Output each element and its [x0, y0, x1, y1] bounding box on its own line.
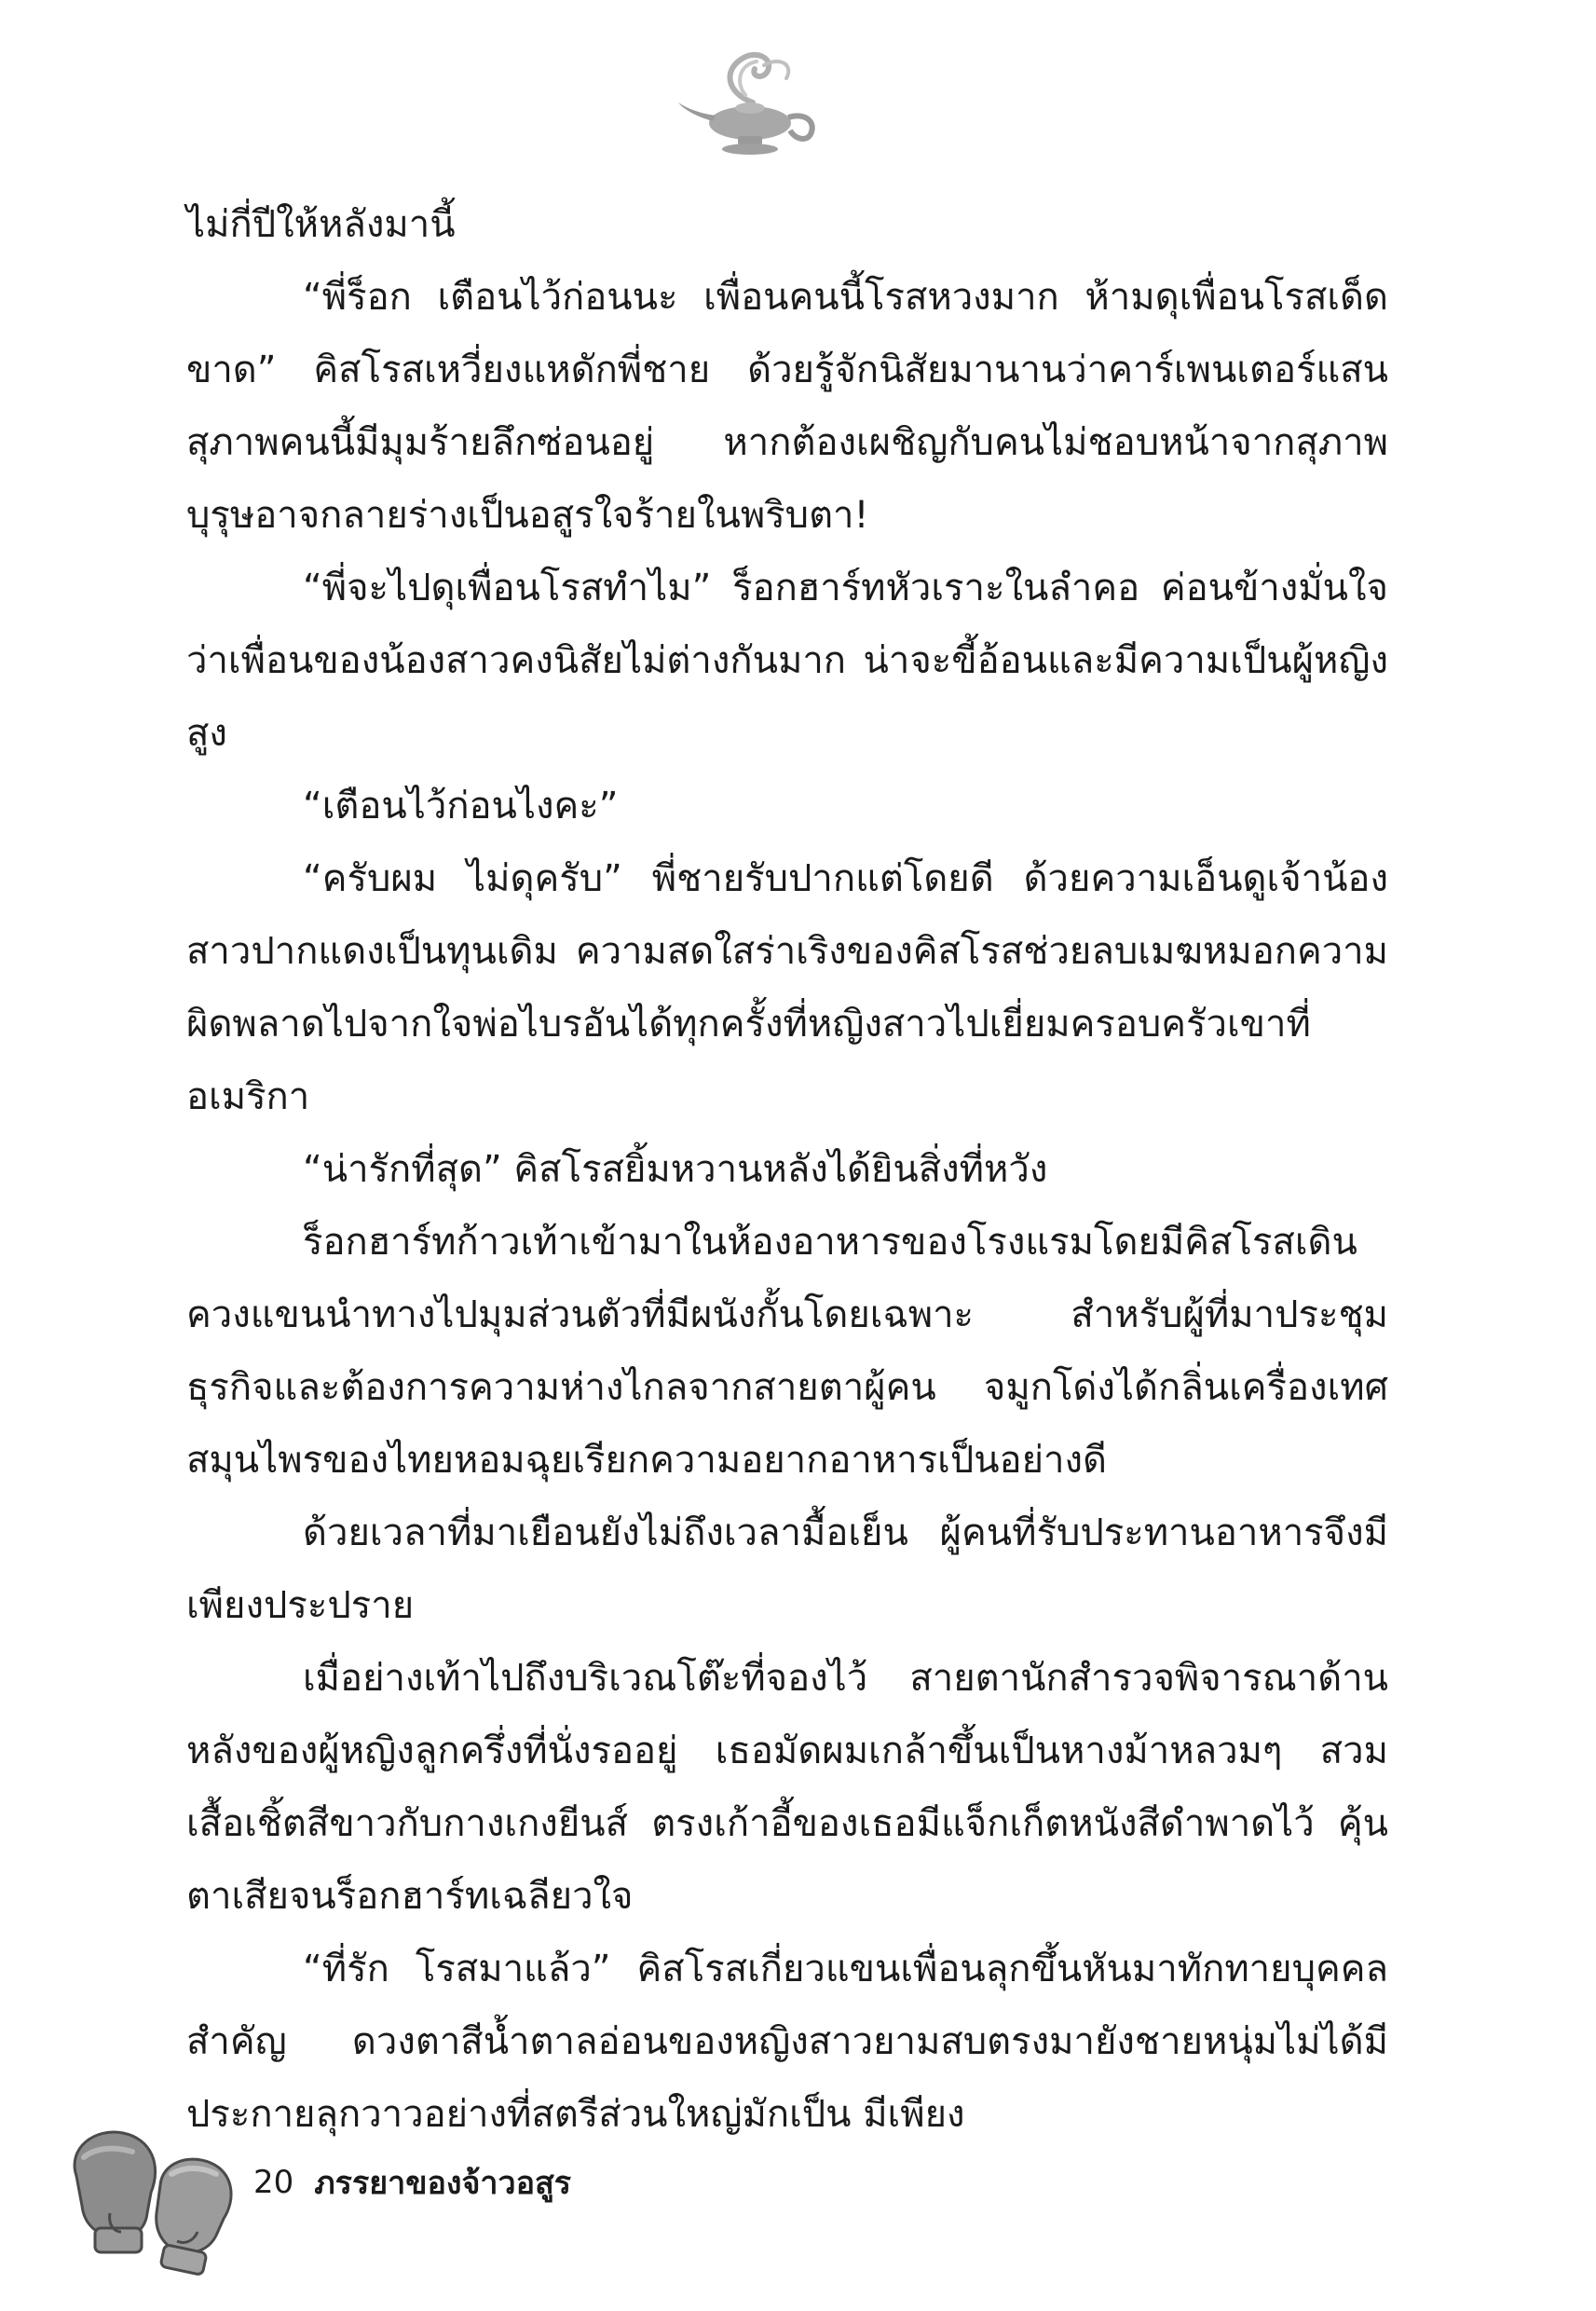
paragraph: “พี่ร็อก เตือนไว้ก่อนนะ เพื่อนคนนี้โรสหวงมาก ห้ามดุเพื่อนโรสเด็ดขาด” คิสโรสเหวี่ยงแหดักพี่ชาย ด้วยรู้จักนิสัยมานานว่าคาร์เพนเตอร์แสนสุภาพคนนี้มีมุมร้ายลึกซ่อนอยู่ หากต้องเผชิญกับคนไม่ชอบหน้าจากสุภาพบุรุษอาจกลายร่างเป็นอสูรใจร้ายในพริบตา!	[186, 276, 1388, 537]
paragraph: “ที่รัก โรสมาแล้ว” คิสโรสเกี่ยวแขนเพื่อนลุกขึ้นหันมาทักทายบุคคลสำคัญ ดวงตาสีน้ำตาลอ่อนของหญิงสาวยามสบตรงมายังชายหนุ่มไม่ได้มีประกายลุกวาวอย่างที่สตรีส่วนใหญ่มักเป็น มีเพียง	[186, 1948, 1388, 2136]
book-title: ภรรยาของจ้าวอสูร	[314, 2165, 572, 2202]
paragraph: “พี่จะไปดุเพื่อนโรสทำไม” ร็อกฮาร์ทหัวเราะในลำคอ ค่อนข้างมั่นใจว่าเพื่อนของน้องสาวคงนิสัยไม่ต่างกันมาก น่าจะขี้อ้อนและมีความเป็นผู้หญิงสูง	[186, 567, 1388, 755]
genie-lamp-icon	[671, 37, 829, 168]
paragraph: เมื่อย่างเท้าไปถึงบริเวณโต๊ะที่จองไว้ สายตานักสำรวจพิจารณาด้านหลังของผู้หญิงลูกครึ่งที่นั่งรออยู่ เธอมัดผมเกล้าขึ้นเป็นหางม้าหลวมๆ สวมเสื้อเชิ้ตสีขาวกับกางเกงยีนส์ ตรงเก้าอี้ของเธอมีแจ็กเก็ตหนังสีดำพาดไว้ คุ้นตาเสียจนร็อกฮาร์ทเฉลียวใจ	[186, 1657, 1388, 1918]
paragraph: “น่ารักที่สุด” คิสโรสยิ้มหวานหลังได้ยินสิ่งที่หวัง	[303, 1148, 1048, 1191]
body-text	[186, 188, 1388, 2151]
page-footer	[253, 2154, 571, 2210]
paragraph: ไม่กี่ปีให้หลังมานี้	[186, 203, 456, 246]
page-number: 20	[253, 2164, 294, 2201]
paragraph: ด้วยเวลาที่มาเยือนยังไม่ถึงเวลามื้อเย็น ผู้คนที่รับประทานอาหารจึงมีเพียงประปราย	[186, 1511, 1388, 1627]
paragraph: “ครับผม ไม่ดุครับ” พี่ชายรับปากแต่โดยดี ด้วยความเอ็นดูเจ้าน้องสาวปากแดงเป็นทุนเดิม ความสดใสร่าเริงของคิสโรสช่วยลบเมฆหมอกความผิดพลาดไปจากใจพ่อไบรอันได้ทุกครั้งที่หญิงสาวไปเยี่ยมครอบครัวเขาที่อเมริกา	[186, 857, 1388, 1118]
paragraph: “เตือนไว้ก่อนไงคะ”	[303, 785, 619, 827]
paragraph: ร็อกฮาร์ทก้าวเท้าเข้ามาในห้องอาหารของโรงแรมโดยมีคิสโรสเดินควงแขนนำทางไปมุมส่วนตัวที่มีผนังกั้นโดยเฉพาะ สำหรับผู้ที่มาประชุมธุรกิจและต้องการความห่างไกลจากสายตาผู้คน จมูกโด่งได้กลิ่นเครื่องเทศ สมุนไพรของไทยหอมฉุยเรียกความอยากอาหารเป็นอย่างดี	[186, 1221, 1388, 1482]
boxing-gloves-icon	[58, 2120, 244, 2288]
